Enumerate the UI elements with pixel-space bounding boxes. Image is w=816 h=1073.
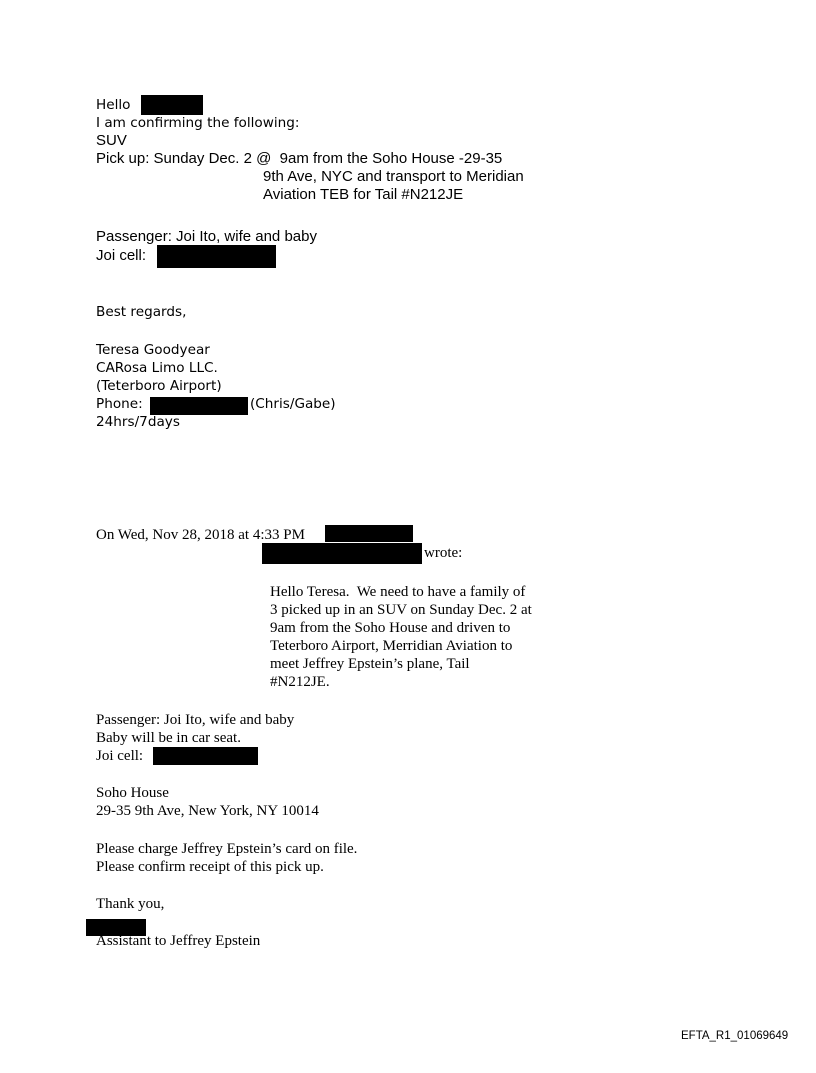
redaction-box	[153, 747, 258, 765]
quote-confirm: Please confirm receipt of this pick up.	[96, 859, 324, 875]
redaction-box	[141, 95, 203, 115]
redaction-box	[262, 543, 422, 564]
quote-body-line: #N212JE.	[270, 674, 330, 690]
phone-label: Phone:	[96, 396, 143, 412]
pickup-line: Aviation TEB for Tail #N212JE	[263, 186, 464, 203]
cell-label: Joi cell:	[96, 247, 147, 264]
quote-signoff: Assistant to Jeffrey Epstein	[96, 933, 261, 949]
passenger: Passenger: Joi Ito, wife and baby	[96, 228, 317, 245]
redaction-box	[157, 245, 276, 268]
quote-body-line: Teterboro Airport, Merridian Aviation to	[270, 638, 513, 654]
quote-address: 29-35 9th Ave, New York, NY 10014	[96, 803, 319, 819]
closing: Best regards,	[96, 304, 187, 320]
greeting: Hello	[96, 97, 131, 113]
pickup-line: 9th Ave, NYC and transport to Meridian	[263, 168, 524, 185]
quote-car-seat: Baby will be in car seat.	[96, 730, 241, 746]
signature-location: (Teterboro Airport)	[96, 378, 222, 394]
quote-cell-label: Joi cell:	[96, 748, 144, 764]
quote-body-line: Hello Teresa. We need to have a family of	[270, 584, 526, 600]
bates-number: EFTA_R1_01069649	[681, 1030, 789, 1042]
quote-body-line: meet Jeffrey Epstein’s plane, Tail	[270, 656, 470, 672]
signature-company: CARosa Limo LLC.	[96, 360, 218, 376]
quote-venue: Soho House	[96, 785, 169, 801]
phone-note: (Chris/Gabe)	[250, 396, 336, 412]
signature-hours: 24hrs/7days	[96, 414, 180, 430]
signature-name: Teresa Goodyear	[96, 342, 210, 358]
quote-charge: Please charge Jeffrey Epstein’s card on file.	[96, 841, 358, 857]
pickup-line: Pick up: Sunday Dec. 2 @ 9am from the Soho House -29-35	[96, 150, 503, 167]
quote-thanks: Thank you,	[96, 896, 165, 912]
vehicle: SUV	[96, 132, 127, 149]
quote-passenger: Passenger: Joi Ito, wife and baby	[96, 712, 295, 728]
quote-body-line: 9am from the Soho House and driven to	[270, 620, 511, 636]
wrote-label: wrote:	[424, 545, 463, 561]
quote-body-line: 3 picked up in an SUV on Sunday Dec. 2 at	[270, 602, 532, 618]
redaction-box	[325, 525, 413, 542]
intro: I am confirming the following:	[96, 115, 300, 131]
quote-header: On Wed, Nov 28, 2018 at 4:33 PM	[96, 527, 305, 543]
